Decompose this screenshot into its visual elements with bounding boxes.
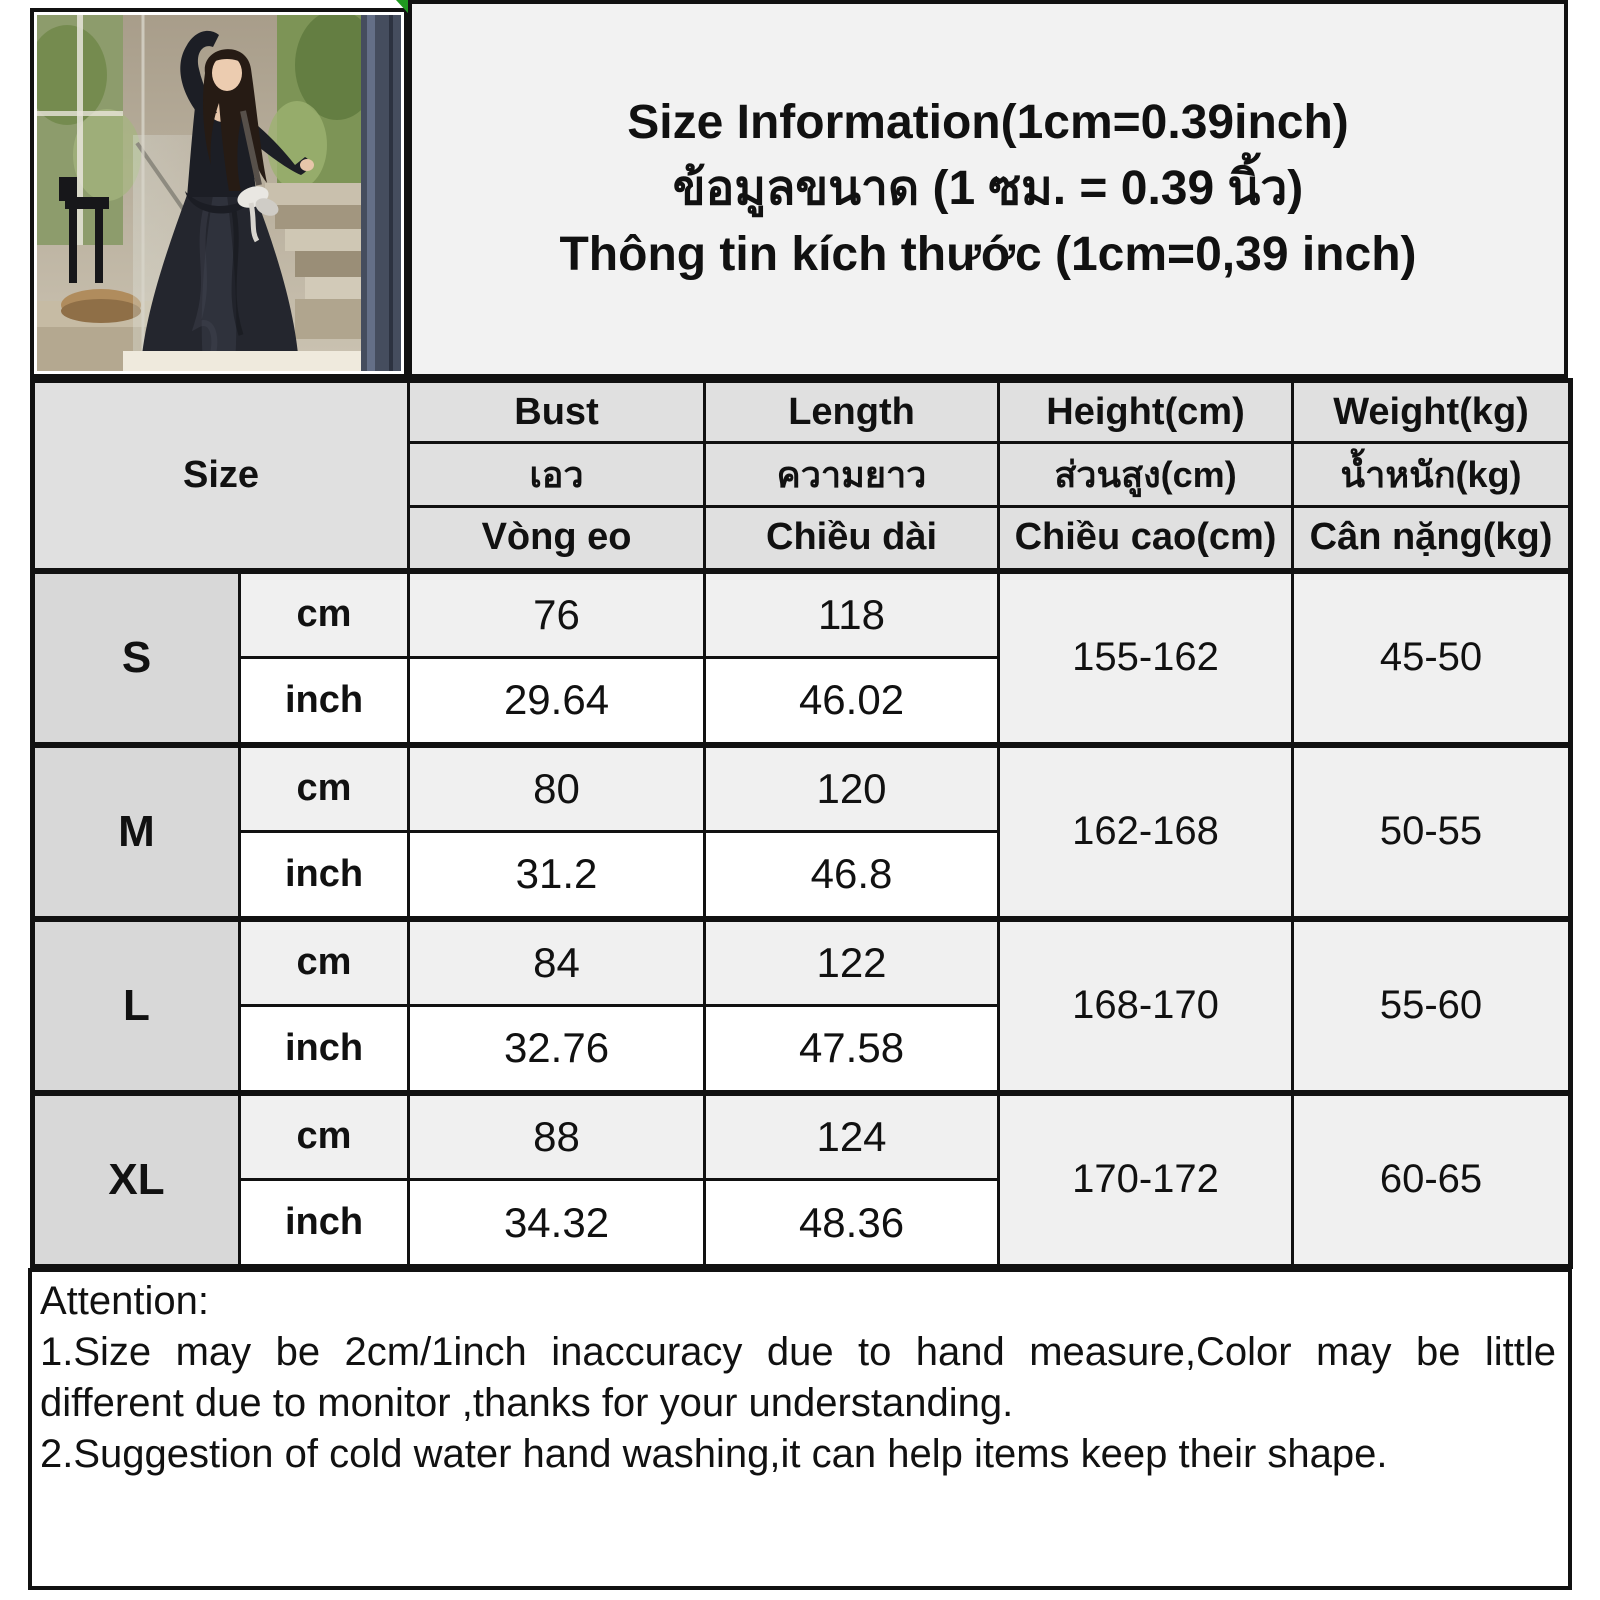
cell-m-cm-length: 120 <box>705 745 999 832</box>
col-header-bust-th: เอว <box>409 443 705 507</box>
cell-xl-weight: 60-65 <box>1293 1093 1571 1267</box>
unit-label-xl-inch: inch <box>240 1180 409 1267</box>
unit-label-m-cm: cm <box>240 745 409 832</box>
col-header-weight-th: น้ำหนัก(kg) <box>1293 443 1571 507</box>
col-header-height-vi: Chiều cao(cm) <box>999 507 1293 571</box>
title-line-th: ข้อมูลขนาด (1 ซม. = 0.39 นิ้ว) <box>672 162 1304 215</box>
unit-label-l-inch: inch <box>240 1006 409 1093</box>
col-header-height-th: ส่วนสูง(cm) <box>999 443 1293 507</box>
title-box <box>408 0 1568 378</box>
size-label-l: L <box>33 919 240 1093</box>
product-photo <box>30 8 408 378</box>
unit-label-xl-cm: cm <box>240 1093 409 1180</box>
cell-xl-inch-length: 48.36 <box>705 1180 999 1267</box>
col-header-length-th: ความยาว <box>705 443 999 507</box>
col-header-length-vi: Chiều dài <box>705 507 999 571</box>
unit-label-m-inch: inch <box>240 832 409 919</box>
col-header-height-en: Height(cm) <box>999 381 1293 443</box>
cell-m-weight: 50-55 <box>1293 745 1571 919</box>
unit-label-s-inch: inch <box>240 658 409 745</box>
col-header-weight-vi: Cân nặng(kg) <box>1293 507 1571 571</box>
col-header-bust-en: Bust <box>409 381 705 443</box>
cell-l-inch-length: 47.58 <box>705 1006 999 1093</box>
cell-xl-height: 170-172 <box>999 1093 1293 1267</box>
attention-heading: Attention: <box>40 1279 210 1323</box>
size-corner-label: Size <box>33 381 409 571</box>
cell-l-cm-length: 122 <box>705 919 999 1006</box>
col-header-bust-vi: Vòng eo <box>409 507 705 571</box>
cell-s-weight: 45-50 <box>1293 571 1571 745</box>
cell-s-inch-length: 46.02 <box>705 658 999 745</box>
title-line-vi: Thông tin kích thước (1cm=0,39 inch) <box>559 228 1417 281</box>
model-photo-illustration <box>37 15 401 371</box>
cell-l-cm-bust: 84 <box>409 919 705 1006</box>
cell-xl-cm-bust: 88 <box>409 1093 705 1180</box>
size-table <box>30 378 1573 1269</box>
attention-note-1: 1.Size may be 2cm/1inch inaccuracy due to hand measure,Color may be little different due to monitor ,thanks for your understanding. <box>40 1330 1556 1425</box>
size-label-m: M <box>33 745 240 919</box>
col-header-weight-en: Weight(kg) <box>1293 381 1571 443</box>
unit-label-l-cm: cm <box>240 919 409 1006</box>
floor <box>123 351 361 371</box>
cell-l-inch-bust: 32.76 <box>409 1006 705 1093</box>
cell-s-height: 155-162 <box>999 571 1293 745</box>
cell-m-cm-bust: 80 <box>409 745 705 832</box>
attention-box <box>28 1268 1572 1590</box>
size-label-s: S <box>33 571 240 745</box>
cell-xl-cm-length: 124 <box>705 1093 999 1180</box>
title-line-en: Size Information(1cm=0.39inch) <box>627 96 1349 149</box>
cell-l-height: 168-170 <box>999 919 1293 1093</box>
cell-s-cm-bust: 76 <box>409 571 705 658</box>
cell-xl-inch-bust: 34.32 <box>409 1180 705 1267</box>
cell-s-cm-length: 118 <box>705 571 999 658</box>
attention-note-2: 2.Suggestion of cold water hand washing,it can help items keep their shape. <box>40 1432 1388 1476</box>
cell-s-inch-bust: 29.64 <box>409 658 705 745</box>
cell-l-weight: 55-60 <box>1293 919 1571 1093</box>
col-header-length-en: Length <box>705 381 999 443</box>
unit-label-s-cm: cm <box>240 571 409 658</box>
cell-m-height: 162-168 <box>999 745 1293 919</box>
size-label-xl: XL <box>33 1093 240 1267</box>
cell-m-inch-length: 46.8 <box>705 832 999 919</box>
cell-m-inch-bust: 31.2 <box>409 832 705 919</box>
